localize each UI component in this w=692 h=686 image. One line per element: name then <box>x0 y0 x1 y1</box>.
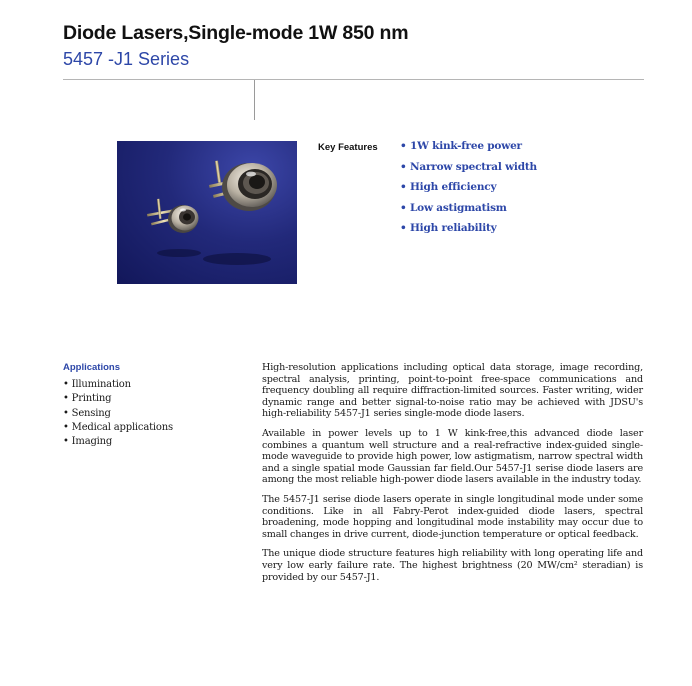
header-divider <box>63 79 644 80</box>
application-item: • Sensing <box>63 407 111 419</box>
description-paragraph: High-resolution applications including optical data storage, image recording, spectral analysis, printing, point-to-point free-space communications and frequency doubling all require diffraction-limited sources. Faster writing, wider dynamic range and better signal-to-noise ratio may be achieved with JDSU's high-reliability 5457-J1 series single-mode diode lasers. <box>262 362 643 420</box>
key-feature-item: • 1W kink-free power <box>400 140 522 152</box>
application-item: • Illumination <box>63 379 131 390</box>
vertical-divider <box>254 80 255 120</box>
description-body <box>262 362 643 583</box>
application-item: • Printing <box>63 393 112 405</box>
applications-list <box>63 378 173 449</box>
page-title: Diode Lasers,Single-mode 1W 850 nm <box>63 22 409 44</box>
key-feature-item: • High efficiency <box>400 181 497 193</box>
description-paragraph: The 5457-J1 serise diode lasers operate in single longitudinal mode under some conditions. Like in all Fabry-Perot index-guided diode lasers, spectral broadening, mode hopping and longitudinal mode instability may occur due to small changes in drive current, diode-junction temperature or optical feedback. <box>262 493 643 540</box>
key-feature-item: • Narrow spectral width <box>400 160 537 173</box>
application-item: • Imaging <box>63 436 113 448</box>
series-subtitle: 5457 -J1 Series <box>63 49 190 69</box>
description-paragraph: Available in power levels up to 1 W kink-free,this advanced diode laser combines a quantum well structure and a real-refractive index-guided single-mode waveguide to provide high power, low astigmatism, narrow spectral width and a single spatial mode Gaussian far field.Our 5457-J1 serise diode lasers are among the most reliable high-power diode lasers available in the industry today. <box>262 427 643 486</box>
key-features-list <box>400 139 537 242</box>
applications-heading: Applications <box>63 362 121 373</box>
application-item: • Medical applications <box>63 421 173 433</box>
product-photo <box>117 141 297 284</box>
laser-diode-image <box>117 141 297 284</box>
description-paragraph: The unique diode structure features high reliability with long operating life and very low early failure rate. The highest brightness (20 MW/cm² steradian) is provided by our 5457-J1. <box>262 548 643 583</box>
key-feature-item: • Low astigmatism <box>400 201 507 214</box>
key-features-label: Key Features <box>318 142 378 153</box>
key-feature-item: • High reliability <box>400 222 497 234</box>
